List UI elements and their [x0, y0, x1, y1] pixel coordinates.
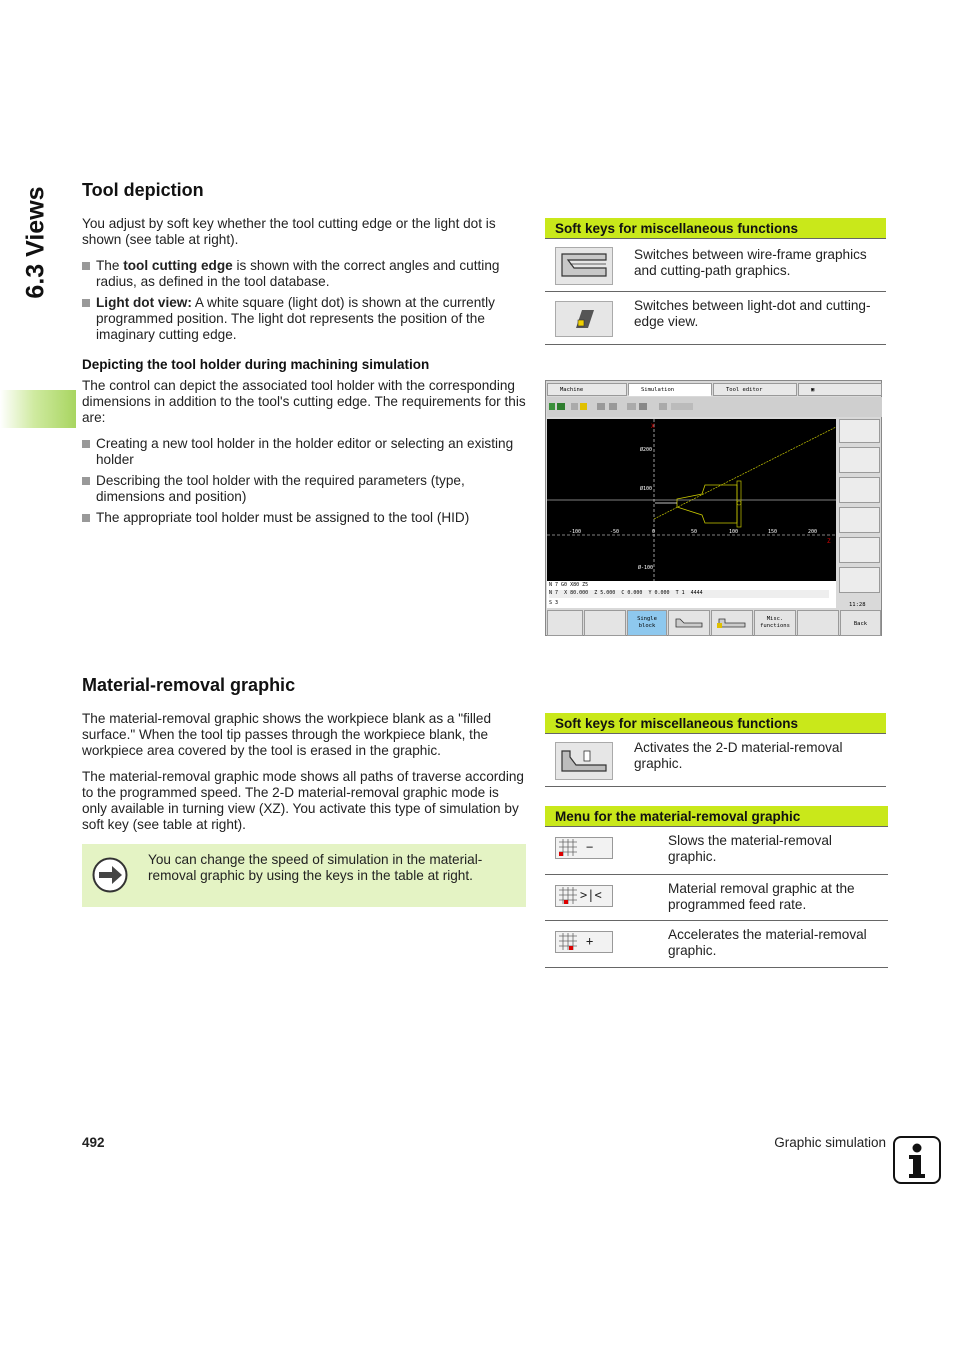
tick-label: -100 [569, 529, 582, 535]
tab-simulation[interactable] [628, 383, 712, 396]
table-row [545, 921, 888, 968]
status-label: T [675, 590, 679, 596]
side-softkey-view[interactable] [839, 419, 880, 443]
side-softkey-3[interactable] [839, 477, 880, 503]
tick-label: 100 [729, 529, 739, 535]
status-panel [547, 581, 836, 608]
status-label: Z [594, 590, 598, 596]
subheading-tool-holder: Depicting the tool holder during machining simulation [82, 357, 430, 372]
side-softkey-t[interactable] [839, 567, 880, 593]
holder-bullet-1 [82, 436, 516, 468]
wireframe-icon[interactable] [555, 247, 613, 285]
status-label: N [549, 590, 553, 596]
bullet-rest: A white square (light dot) is shown at the currently programmed position. The light dot represents the position of the imaginary cutting edge. [96, 295, 495, 342]
status-value: 5.000 [600, 590, 616, 596]
clock: 11:28 [849, 602, 866, 608]
side-softkey-5[interactable] [839, 537, 880, 563]
bullet-square-icon [82, 299, 90, 307]
bullet-text: Creating a new tool holder in the holder editor or selecting an existing holder [96, 436, 514, 467]
table-row [545, 826, 888, 875]
table-row-desc: Switches between wire-frame graphics and cutting-path graphics. [634, 247, 867, 278]
tab-label: Machine [560, 387, 584, 393]
bullet-text: Describing the tool holder with the required parameters (type, dimensions and position) [96, 473, 465, 504]
tick-label: 0 [652, 529, 656, 535]
status-value: 0.000 [627, 590, 643, 596]
table-row [545, 292, 886, 345]
holder-bullet-2 [82, 473, 516, 505]
table-row [545, 238, 886, 292]
chapter-side-title-text: 6.3 Views [21, 186, 50, 299]
status-value: 4444 [690, 590, 703, 596]
chapter-footer: Graphic simulation [774, 1135, 886, 1150]
feed-rate-icon: >|< [580, 888, 602, 902]
softkey-2[interactable] [584, 610, 626, 636]
faster-button[interactable] [555, 931, 613, 953]
status-value: 1 [681, 590, 685, 596]
plus-icon: + [586, 934, 594, 948]
chapter-tab-marker [0, 390, 76, 428]
note-text: You can change the speed of simulation in the material-removal graphic by using the keys in the table at right. [148, 852, 483, 883]
bullet-light-dot [82, 295, 536, 343]
softkey-misc-functions[interactable]: Misc. functions [754, 610, 796, 636]
status-label: Y [648, 590, 652, 596]
table-row [545, 733, 886, 787]
table-header: Menu for the material-removal graphic [545, 806, 888, 826]
tick-label: Ø100 [640, 486, 653, 492]
status-line-1: N 7 G0 X80 Z5 [549, 582, 589, 588]
softkey-single-block[interactable]: Single block [627, 610, 667, 636]
tab-label: Simulation [641, 387, 675, 393]
material-paragraph-1: The material-removal graphic shows the workpiece blank as a "filled surface." When the tool tip passes through the workpiece blank, the workpiece area covered by the tool is erased in the graphic. [82, 711, 492, 758]
bullet-square-icon [82, 262, 90, 270]
tick-label: 200 [808, 529, 818, 535]
axis-z-label: Z [827, 538, 831, 545]
softkey-material-removal[interactable] [711, 610, 753, 636]
side-softkey-4[interactable] [839, 507, 880, 533]
status-line-3: S 3 [549, 600, 559, 606]
simulation-screenshot [545, 380, 882, 636]
tick-label: -50 [610, 529, 620, 535]
intro-paragraph: You adjust by soft key whether the tool cutting edge or the light dot is shown (see table at right). [82, 216, 496, 247]
minus-icon: − [586, 840, 594, 854]
tab-label: Tool editor [726, 387, 763, 393]
bullet-cutting-edge [82, 258, 536, 290]
screen-toolbar [547, 397, 882, 417]
tick-label: 150 [768, 529, 778, 535]
softkey-back[interactable]: Back [840, 610, 881, 636]
material-menu-table [545, 806, 888, 968]
bullet-square-icon [82, 440, 90, 448]
tick-label: Ø-100 [638, 565, 654, 571]
bullet-bold: Light dot view: [96, 295, 192, 310]
bullet-bold: tool cutting edge [123, 258, 233, 273]
holder-bullet-3 [82, 510, 536, 526]
table-row-desc: Switches between light-dot and cutting-edge view. [634, 298, 871, 329]
note-box [82, 844, 526, 907]
status-value: 0.000 [654, 590, 670, 596]
section-heading-material-removal: Material-removal graphic [82, 675, 296, 695]
material-removal-icon[interactable] [555, 742, 613, 780]
table-row-desc: Accelerates the material-removal graphic. [668, 927, 867, 958]
arrow-right-icon [92, 857, 128, 893]
table-header: Soft keys for miscellaneous functions [545, 713, 886, 733]
axis-x-label: X [651, 423, 655, 430]
side-softkey-tool[interactable] [839, 447, 880, 473]
table-row-desc: Activates the 2-D material-removal graphic. [634, 740, 843, 771]
table-row-desc: Material removal graphic at the programmed feed rate. [668, 881, 855, 912]
bullet-text: The appropriate tool holder must be assigned to the tool (HID) [96, 510, 470, 525]
holder-paragraph: The control can depict the associated tool holder with the corresponding dimensions in addition to the tool's cutting edge. The requirements for this are: [82, 378, 526, 425]
table-row-desc: Slows the material-removal graphic. [668, 833, 832, 864]
tick-label: 50 [691, 529, 698, 535]
chapter-side-title [14, 180, 60, 320]
status-value: 7 [555, 590, 559, 596]
simulation-plot [547, 419, 836, 581]
bullet-prefix: The [96, 258, 124, 273]
info-icon [893, 1136, 941, 1184]
light-dot-icon[interactable] [555, 301, 613, 337]
table-header: Soft keys for miscellaneous functions [545, 218, 886, 238]
tab-save[interactable] [798, 383, 882, 396]
page-number: 492 [82, 1135, 105, 1150]
slower-button[interactable] [555, 837, 613, 859]
bullet-square-icon [82, 514, 90, 522]
bullet-square-icon [82, 477, 90, 485]
tab-machine[interactable] [547, 383, 627, 396]
softkey-wireframe[interactable] [668, 610, 710, 636]
status-label: X [564, 590, 568, 596]
softkey-7[interactable] [797, 610, 839, 636]
table-row [545, 875, 888, 921]
softkey-table-1 [545, 218, 886, 345]
bullet-rest: is shown with the correct angles and cutting radius, as defined in the tool database. [96, 258, 500, 289]
section-heading-tool-depiction: Tool depiction [82, 180, 204, 200]
softkey-1[interactable] [547, 610, 583, 636]
disk-icon: ▣ [811, 387, 815, 393]
status-line-2 [549, 590, 829, 598]
material-paragraph-2: The material-removal graphic mode shows all paths of traverse according to the programmed speed. The 2-D material-removal graphic mode is only available in turning view (XZ). You activate this type of simulation by soft key (see table at right). [82, 769, 524, 832]
status-label: C [621, 590, 625, 596]
programmed-feed-button[interactable] [555, 885, 613, 907]
status-value: 80.000 [570, 590, 589, 596]
tab-tool-editor[interactable] [713, 383, 797, 396]
softkey-table-2 [545, 713, 886, 787]
tick-label: Ø200 [640, 447, 653, 453]
